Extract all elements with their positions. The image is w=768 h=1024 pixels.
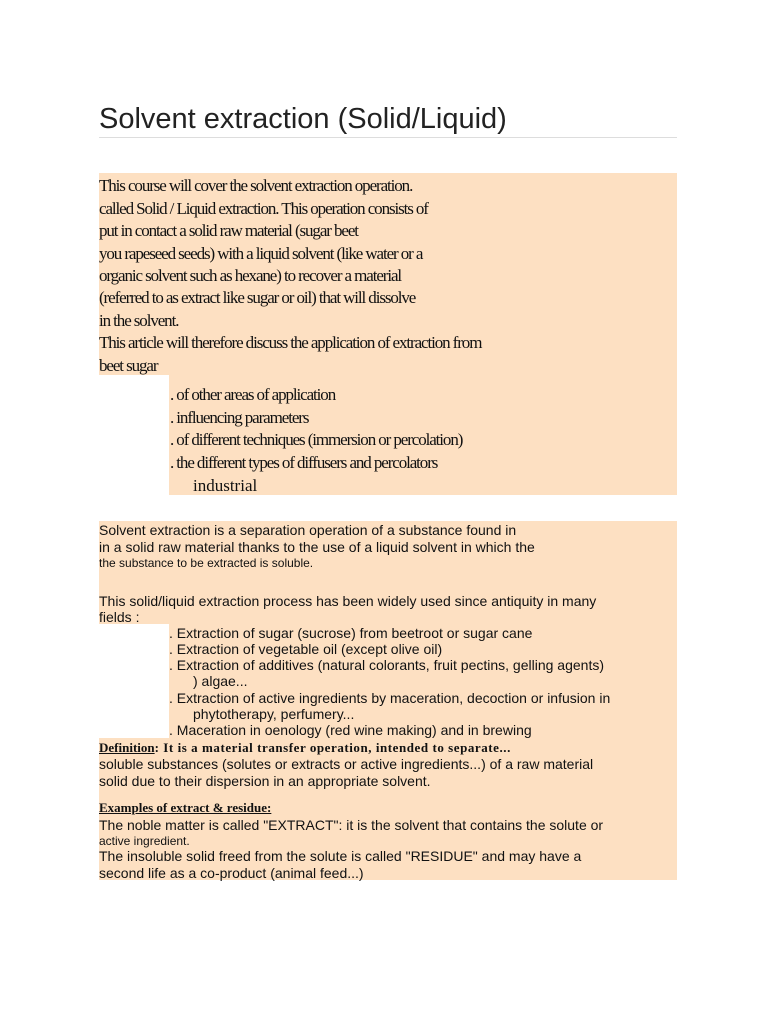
list-item: . Maceration in oenology (red wine making) and in brewing <box>169 722 532 738</box>
examples-heading: Examples of extract & residue: <box>99 800 272 815</box>
body-text: in a solid raw material thanks to the use of a liquid solvent in which the <box>99 539 535 555</box>
intro-bullet: . influencing parameters <box>170 408 309 427</box>
page-title: Solvent extraction (Solid/Liquid) <box>99 100 677 138</box>
intro-bullet: industrial <box>193 476 258 495</box>
intro-line: beet sugar <box>99 356 158 375</box>
definition-text: : It is a material transfer operation, intended to separate... <box>154 740 511 755</box>
list-item: . Extraction of sugar (sucrose) from beetroot or sugar cane <box>169 625 533 641</box>
definition-label: Definition <box>99 740 155 755</box>
body-text: Solvent extraction is a separation operation of a substance found in <box>99 522 517 538</box>
list-item: ) algae... <box>193 673 248 689</box>
definition-line <box>99 739 511 756</box>
intro-line: you rapeseed seeds) with a liquid solvent (like water or a <box>99 244 423 263</box>
intro-line: (referred to as extract like sugar or oil) that will dissolve <box>99 288 416 307</box>
intro-bullet: . the different types of diffusers and percolators <box>170 453 438 472</box>
body-text: The noble matter is called "EXTRACT": it is the solvent that contains the solute or <box>99 817 604 833</box>
intro-line: This article will therefore discuss the application of extraction from <box>99 333 482 352</box>
intro-line: organic solvent such as hexane) to recover a material <box>99 266 402 285</box>
body-text: soluble substances (solutes or extracts or active ingredients...) of a raw material <box>99 756 594 772</box>
list-item: . Extraction of vegetable oil (except olive oil) <box>169 641 443 657</box>
list-item: . Extraction of additives (natural colorants, fruit pectins, gelling agents) <box>169 657 604 673</box>
body-text: solid due to their dispersion in an appropriate solvent. <box>99 773 431 789</box>
intro-line: put in contact a solid raw material (sugar beet <box>99 221 358 240</box>
body-text: This solid/liquid extraction process has been widely used since antiquity in many <box>99 593 597 609</box>
intro-line: called Solid / Liquid extraction. This operation consists of <box>99 199 428 218</box>
intro-line: This course will cover the solvent extraction operation. <box>99 176 413 195</box>
body-text: active ingredient. <box>99 834 190 848</box>
list-item: phytotherapy, perfumery... <box>193 706 355 722</box>
list-item: . Extraction of active ingredients by maceration, decoction or infusion in <box>169 690 611 706</box>
body-text: second life as a co-product (animal feed...) <box>99 865 364 881</box>
intro-bullet: . of different techniques (immersion or percolation) <box>170 430 463 449</box>
body-text: the substance to be extracted is soluble. <box>99 556 314 570</box>
body-text: fields : <box>99 609 140 625</box>
list-indent-gap <box>99 624 169 738</box>
intro-line: in the solvent. <box>99 311 179 330</box>
intro-bullet: . of other areas of application <box>170 385 336 404</box>
body-text: The insoluble solid freed from the solute is called "RESIDUE" and may have a <box>99 848 582 864</box>
